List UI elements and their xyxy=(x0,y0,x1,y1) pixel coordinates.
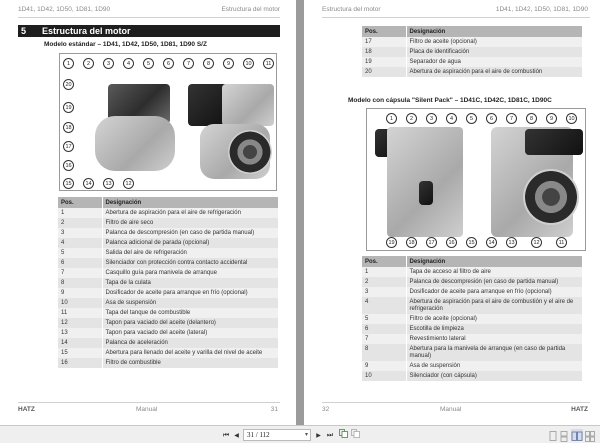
table-row xyxy=(362,287,582,297)
next-page-button[interactable] xyxy=(314,429,323,441)
cell-pos: 9 xyxy=(58,288,102,298)
next-page-icon: ▶ xyxy=(316,433,321,439)
table-row xyxy=(362,37,582,47)
cell-pos: 1 xyxy=(58,208,102,218)
page-header-chapter: Estructura del motor xyxy=(322,6,381,13)
table-row xyxy=(58,248,278,258)
page-header-models: 1D41, 1D42, 1D50, 1D81, 1D90 xyxy=(18,6,111,13)
callout-7: 7 xyxy=(506,113,517,124)
cell-designation: Palanca de descompresión (en caso de partida manual) xyxy=(102,228,278,238)
table-row xyxy=(58,338,278,348)
callout-13: 13 xyxy=(103,178,114,189)
callout-12: 12 xyxy=(123,178,134,189)
callout-8: 8 xyxy=(526,113,537,124)
callout-17: 17 xyxy=(426,237,437,248)
parts-table-silent-pack xyxy=(362,256,582,381)
cell-pos: 16 xyxy=(58,358,102,368)
cell-designation: Filtro de aire seco xyxy=(102,218,278,228)
cell-designation: Tapon para vaciado del aceite (lateral) xyxy=(102,328,278,338)
column-header-pos: Pos. xyxy=(58,197,102,208)
page-number-value: 31 / 112 xyxy=(247,431,270,439)
callout-14: 14 xyxy=(83,178,94,189)
continuous-page-icon xyxy=(560,431,569,442)
callout-9: 9 xyxy=(223,58,234,69)
single-page-icon xyxy=(549,431,558,442)
cell-pos: 12 xyxy=(58,318,102,328)
callout-20: 20 xyxy=(63,79,74,90)
cell-designation: Escotilla de limpieza xyxy=(406,324,582,334)
cell-pos: 4 xyxy=(362,297,406,314)
table-row xyxy=(58,218,278,228)
callout-1: 1 xyxy=(63,58,74,69)
copy-page-button[interactable] xyxy=(338,429,348,441)
cell-designation: Tapa de la culata xyxy=(102,278,278,288)
table-row xyxy=(362,297,582,314)
cell-pos: 11 xyxy=(58,308,102,318)
callout-7: 7 xyxy=(183,58,194,69)
footer-brand: HATZ xyxy=(571,406,588,413)
cell-pos: 10 xyxy=(58,298,102,308)
engine-figure-silent-pack xyxy=(366,108,586,251)
cell-designation: Placa de identificación xyxy=(406,47,582,57)
parts-table-standard-continued xyxy=(362,26,582,77)
footer-title: Manual xyxy=(136,406,158,413)
callout-10: 10 xyxy=(566,113,577,124)
fuel-tank-image xyxy=(222,84,274,126)
cell-designation: Revestimiento lateral xyxy=(406,334,582,344)
cell-designation: Tapa del tanque de combustible xyxy=(102,308,278,318)
table-row xyxy=(58,358,278,368)
callout-1: 1 xyxy=(386,113,397,124)
cell-designation: Separador de agua xyxy=(406,57,582,67)
last-page-button[interactable] xyxy=(325,429,335,441)
table-row xyxy=(58,238,278,248)
callout-16: 16 xyxy=(446,237,457,248)
callout-6: 6 xyxy=(163,58,174,69)
cell-designation: Abertura para llenado del aceite y varilla del nivel de aceite xyxy=(102,348,278,358)
last-page-icon: ⏭ xyxy=(326,432,334,439)
header-rule xyxy=(322,17,590,18)
viewer-toolbar xyxy=(0,425,600,443)
cell-designation: Abertura de aspiración para el aire de combustión y el aire de refrigeración xyxy=(406,297,582,314)
footer-page-number: 32 xyxy=(322,406,330,413)
column-header-designation: Designación xyxy=(406,256,582,267)
cell-pos: 13 xyxy=(58,328,102,338)
table-row xyxy=(362,334,582,344)
table-row xyxy=(362,67,582,77)
page-header-models: 1D41, 1D42, 1D50, 1D81, 1D90 xyxy=(495,6,588,13)
cell-designation: Filtro de aceite (opcional) xyxy=(406,37,582,47)
footer-page-number: 31 xyxy=(270,406,278,413)
callout-18: 18 xyxy=(406,237,417,248)
cell-pos: 7 xyxy=(362,334,406,344)
table-row xyxy=(362,267,582,277)
table-row xyxy=(362,47,582,57)
two-page-icon xyxy=(571,431,583,442)
first-page-button[interactable] xyxy=(221,429,231,441)
table-row xyxy=(58,298,278,308)
first-page-icon: ⏮ xyxy=(222,432,230,439)
callout-15: 15 xyxy=(63,178,74,189)
two-page-continuous-icon xyxy=(585,431,595,442)
engine-figure-standard xyxy=(59,53,277,191)
callout-12: 12 xyxy=(531,237,542,248)
flywheel-image xyxy=(523,169,579,225)
table-row xyxy=(362,344,582,361)
footer-title: Manual xyxy=(440,406,462,413)
table-row xyxy=(58,268,278,278)
cell-pos: 15 xyxy=(58,348,102,358)
callout-19: 19 xyxy=(386,237,397,248)
callout-10: 10 xyxy=(243,58,254,69)
callout-5: 5 xyxy=(466,113,477,124)
footer-rule xyxy=(322,402,590,403)
cell-pos: 6 xyxy=(58,258,102,268)
cell-pos: 5 xyxy=(58,248,102,258)
copy-page-icon xyxy=(339,429,348,438)
table-row xyxy=(362,57,582,67)
figure-title: Modelo con cápsula "Silent Pack" – 1D41C, 1D42C, 1D81C, 1D90C xyxy=(348,97,552,104)
callout-16: 16 xyxy=(63,160,74,171)
cell-pos: 17 xyxy=(362,37,406,47)
table-row xyxy=(362,277,582,287)
callout-17: 17 xyxy=(63,141,74,152)
table-row xyxy=(58,328,278,338)
cell-pos: 2 xyxy=(362,277,406,287)
callout-13: 13 xyxy=(506,237,517,248)
callout-3: 3 xyxy=(426,113,437,124)
callout-8: 8 xyxy=(203,58,214,69)
section-number: 5 xyxy=(21,26,27,36)
page-header-chapter: Estructura del motor xyxy=(221,6,280,13)
cell-designation: Filtro de aceite (opcional) xyxy=(406,314,582,324)
cell-designation: Filtro de combustible xyxy=(102,358,278,368)
cell-designation: Tapa de acceso al filtro de aire xyxy=(406,267,582,277)
callout-4: 4 xyxy=(446,113,457,124)
cell-designation: Silenciador con protección contra contacto accidental xyxy=(102,258,278,268)
parts-table-standard xyxy=(58,197,278,368)
table-row xyxy=(362,314,582,324)
table-row xyxy=(362,371,582,381)
callout-3: 3 xyxy=(103,58,114,69)
access-panel-image xyxy=(419,181,433,205)
prev-page-icon: ◀ xyxy=(234,433,239,439)
table-row xyxy=(58,228,278,238)
table-row xyxy=(58,318,278,328)
page-dropdown-icon[interactable]: ▾ xyxy=(304,432,308,438)
flywheel-image xyxy=(228,130,272,174)
section-heading xyxy=(18,25,280,37)
cell-pos: 9 xyxy=(362,361,406,371)
table-row xyxy=(58,308,278,318)
table-row xyxy=(58,278,278,288)
cell-pos: 6 xyxy=(362,324,406,334)
cell-designation: Casquillo guía para manivela de arranque xyxy=(102,268,278,278)
cell-pos: 5 xyxy=(362,314,406,324)
callout-4: 4 xyxy=(123,58,134,69)
table-row xyxy=(58,258,278,268)
cell-designation: Tapon para vaciado del aceite (delantero) xyxy=(102,318,278,328)
cell-designation: Palanca de aceleración xyxy=(102,338,278,348)
cell-pos: 18 xyxy=(362,47,406,57)
cell-pos: 19 xyxy=(362,57,406,67)
table-row xyxy=(58,208,278,218)
page-32 xyxy=(304,0,600,425)
callout-6: 6 xyxy=(486,113,497,124)
cell-designation: Asa de suspensión xyxy=(406,361,582,371)
figure-title: Modelo estándar – 1D41, 1D42, 1D50, 1D81, 1D90 S/Z xyxy=(44,41,207,48)
cell-designation: Dosificador de aceite para arranque en frío (opcional) xyxy=(406,287,582,297)
table-row xyxy=(362,361,582,371)
continuous-view-button[interactable] xyxy=(560,429,570,440)
table-row xyxy=(362,324,582,334)
cell-pos: 20 xyxy=(362,67,406,77)
callout-5: 5 xyxy=(143,58,154,69)
page-gutter xyxy=(296,0,304,425)
single-page-view-button[interactable] xyxy=(549,429,559,440)
page-31 xyxy=(0,0,296,425)
cell-pos: 1 xyxy=(362,267,406,277)
paste-page-icon xyxy=(351,429,360,438)
cell-designation: Abertura de aspiración para el aire de combustión xyxy=(406,67,582,77)
engine-block-image xyxy=(95,116,175,171)
callout-9: 9 xyxy=(546,113,557,124)
footer-brand: HATZ xyxy=(18,406,35,413)
cell-designation: Abertura para la manivela de arranque (en caso de partida manual) xyxy=(406,344,582,361)
column-header-designation: Designación xyxy=(102,197,278,208)
cell-designation: Silenciador (con cápsula) xyxy=(406,371,582,381)
cell-pos: 7 xyxy=(58,268,102,278)
cell-pos: 2 xyxy=(58,218,102,228)
cell-pos: 10 xyxy=(362,371,406,381)
section-title: Estructura del motor xyxy=(42,26,131,36)
callout-15: 15 xyxy=(466,237,477,248)
callout-2: 2 xyxy=(83,58,94,69)
callout-14: 14 xyxy=(486,237,497,248)
column-header-pos: Pos. xyxy=(362,26,406,37)
cell-designation: Salida del aire de refrigeración xyxy=(102,248,278,258)
cell-pos: 8 xyxy=(362,344,406,361)
cell-pos: 3 xyxy=(58,228,102,238)
cell-pos: 14 xyxy=(58,338,102,348)
two-page-view-button[interactable] xyxy=(571,429,583,440)
callout-2: 2 xyxy=(406,113,417,124)
table-row xyxy=(58,348,278,358)
column-header-designation: Designación xyxy=(406,26,582,37)
cell-designation: Palanca de descompresión (en caso de partida manual) xyxy=(406,277,582,287)
two-page-continuous-view-button[interactable] xyxy=(585,429,595,440)
cell-designation: Asa de suspensión xyxy=(102,298,278,308)
cell-designation: Dosificador de aceite para arranque en frío (opcional) xyxy=(102,288,278,298)
callout-18: 18 xyxy=(63,122,74,133)
cell-designation: Palanca adicional de parada (opcional) xyxy=(102,238,278,248)
prev-page-button[interactable] xyxy=(232,429,241,441)
cell-pos: 3 xyxy=(362,287,406,297)
paste-page-button[interactable] xyxy=(350,429,360,441)
callout-11: 11 xyxy=(556,237,567,248)
callout-11: 11 xyxy=(263,58,274,69)
cell-designation: Abertura de aspiración para el aire de refrigeración xyxy=(102,208,278,218)
header-rule xyxy=(18,17,280,18)
column-header-pos: Pos. xyxy=(362,256,406,267)
cell-pos: 4 xyxy=(58,238,102,248)
callout-19: 19 xyxy=(63,102,74,113)
footer-rule xyxy=(18,402,280,403)
silencer-image xyxy=(525,129,583,155)
page-number-input[interactable] xyxy=(243,429,311,441)
table-row xyxy=(58,288,278,298)
cell-pos: 8 xyxy=(58,278,102,288)
